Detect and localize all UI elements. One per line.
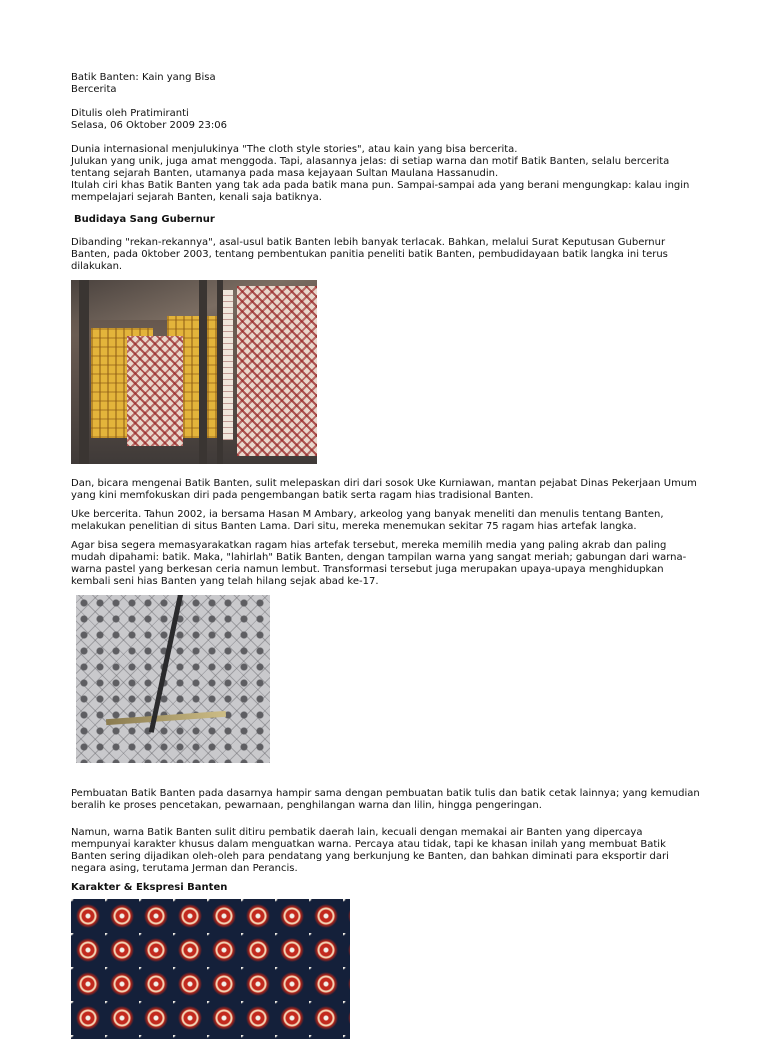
paragraph-budidaya: Dibanding "rekan-rekannya", asal-usul batik Banten lebih banyak terlacak. Bahkan, melalui Surat Keputusan Gubernur Banten, pada 0ktober 2003, tentang pembentukan panitia peneliti batik Banten, pembudidayaan batik langka ini terus dilakukan. bbox=[71, 237, 668, 272]
title-line-2: Bercerita bbox=[71, 84, 117, 95]
title-line-1: Batik Banten: Kain yang Bisa bbox=[71, 72, 216, 83]
photo-batik-waxing bbox=[76, 595, 270, 763]
section-heading-budidaya: Budidaya Sang Gubernur bbox=[74, 214, 215, 225]
intro-line-1: Dunia internasional menjulukinya "The cloth style stories", atau kain yang bisa bercerita. bbox=[71, 144, 518, 155]
article bbox=[71, 72, 701, 1039]
photo-hanging-batik bbox=[71, 280, 317, 464]
paragraph-uke-kurniawan: Dan, bicara mengenai Batik Banten, sulit melepaskan diri dari sosok Uke Kurniawan, mantan pejabat Dinas Pekerjaan Umum yang kini memfokuskan diri pada pengembangan batik serta ragam hias tradisional Banten. bbox=[71, 478, 697, 501]
intro bbox=[71, 144, 701, 204]
byline bbox=[71, 108, 701, 132]
paragraph-penelitian: Uke bercerita. Tahun 2002, ia bersama Hasan M Ambary, arkeolog yang banyak meneliti dan menulis tentang Banten, melakukan penelitian di situs Banten Lama. Dari situ, mereka menemukan sekitar 75 ragam hias artefak langka. bbox=[71, 509, 664, 532]
intro-line-2: Julukan yang unik, juga amat menggoda. Tapi, alasannya jelas: di setiap warna dan motif Batik Banten, selalu bercerita tentang sejarah Banten, utamanya pada masa kejayaan Sultan Maulana Hassanudin. bbox=[71, 156, 670, 179]
paragraph-warna: Namun, warna Batik Banten sulit ditiru pembatik daerah lain, kecuali dengan memakai air Banten yang dipercaya mempunyai karakter khusus dalam menguatkan warna. Percaya atau tidak, tapi ke khasan inilah yang membuat Batik Banten sering dijadikan oleh-oleh para pendatang yang berkunjung ke Banten, dan bahkan diminati para eksportir dari negara asing, terutama Jerman dan Perancis. bbox=[71, 827, 669, 874]
intro-line-3: Itulah ciri khas Batik Banten yang tak ada pada batik mana pun. Sampai-sampai ada yang berani mengungkap: kalau ingin mempelajari sejarah Banten, kenali saja batiknya. bbox=[71, 180, 690, 203]
article-title bbox=[71, 72, 701, 96]
paragraph-memasyarakatkan: Agar bisa segera memasyarakatkan ragam hias artefak tersebut, mereka memilih media yang paling akrab dan paling mudah dipahami: batik. Maka, "lahirlah" Batik Banten, dengan tampilan warna yang sangat meriah; gabungan dari warna-warna pastel yang berkesan ceria namun lembut. Transformasi tersebut juga merupakan upaya-upaya menghidupkan kembali seni hias Banten yang telah hilang sejak abad ke-17. bbox=[71, 540, 687, 587]
section-heading-karakter: Karakter & Ekspresi Banten bbox=[71, 882, 228, 893]
photo-star-motif-batik bbox=[71, 899, 350, 1039]
publish-date: Selasa, 06 Oktober 2009 23:06 bbox=[71, 120, 227, 131]
author: Ditulis oleh Pratimiranti bbox=[71, 108, 189, 119]
paragraph-pembuatan: Pembuatan Batik Banten pada dasarnya hampir sama dengan pembuatan batik tulis dan batik cetak lainnya; yang kemudian beralih ke proses pencetakan, pewarnaan, penghilangan warna dan lilin, hingga pengeringan. bbox=[71, 788, 700, 811]
